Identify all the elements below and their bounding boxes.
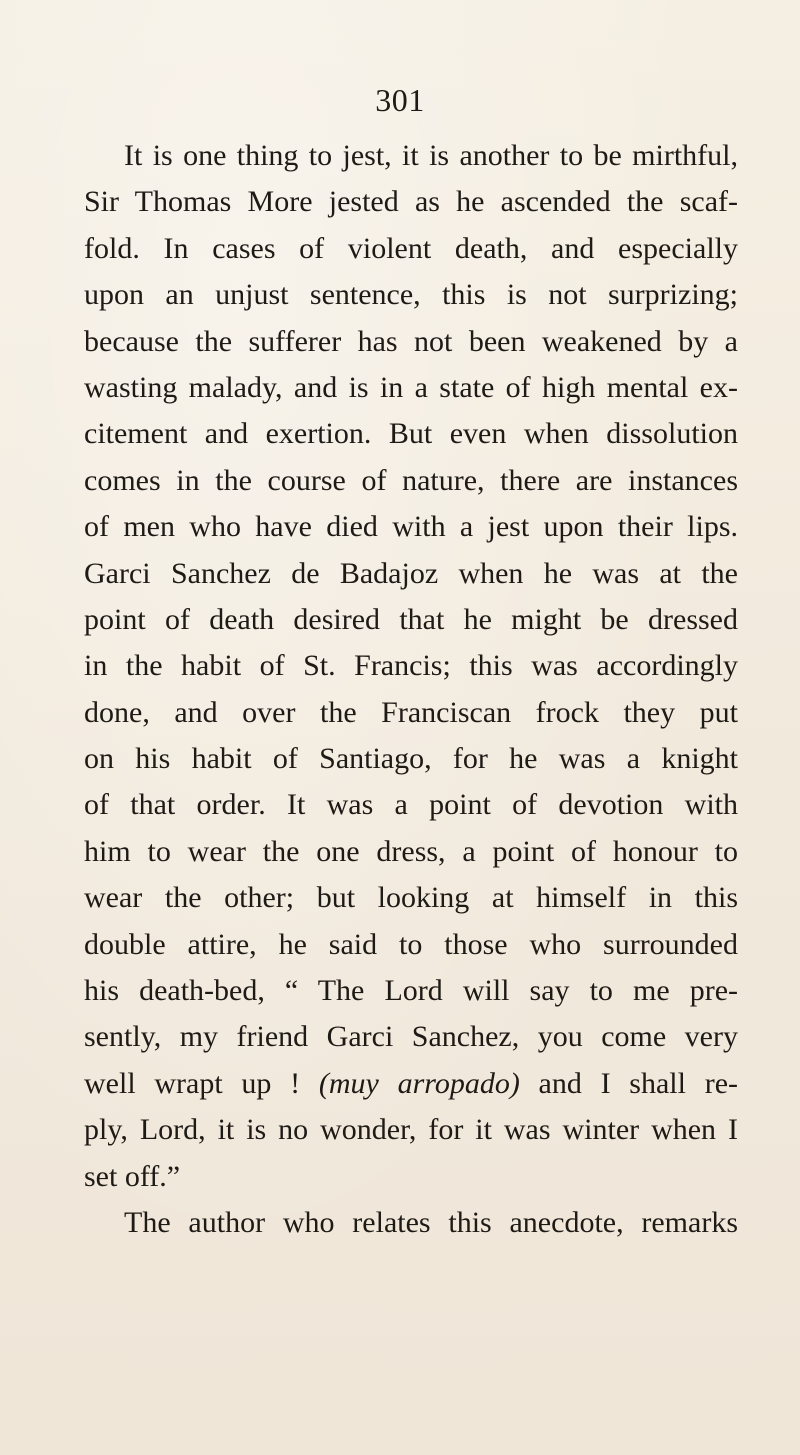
text-line: of men who have died with a jest upon their lips.	[84, 510, 738, 544]
text-line: fold. In cases of violent death, and especially	[84, 231, 738, 265]
text-line: upon an unjust sentence, this is not surprizing;	[84, 278, 738, 312]
italic-phrase: (muy arropado)	[318, 1066, 520, 1100]
text-line: him to wear the one dress, a point of honour to	[84, 834, 738, 868]
page-number: 301	[375, 82, 425, 118]
text-line	[84, 1061, 738, 1107]
text-line: on his habit of Santiago, for he was a knight	[84, 742, 738, 776]
text-line: his death-bed, “ The Lord will say to me pre-	[84, 974, 738, 1008]
text-segment: and I shall re-	[519, 1066, 738, 1100]
text-line: because the sufferer has not been weakened by a	[84, 324, 738, 358]
text-line: wasting malady, and is in a state of high mental ex-	[84, 370, 738, 404]
text-line: comes in the course of nature, there are instances	[84, 463, 738, 497]
text-line: ply, Lord, it is no wonder, for it was winter when I	[84, 1113, 738, 1147]
text-line: set off.”	[84, 1159, 181, 1193]
text-line: done, and over the Franciscan frock they put	[84, 695, 738, 729]
text-line: of that order. It was a point of devotion with	[84, 788, 738, 822]
text-line: It is one thing to jest, it is another to be mirthful,	[124, 139, 738, 172]
text-line: sently, my friend Garci Sanchez, you come very	[84, 1020, 738, 1054]
text-line: point of death desired that he might be dressed	[84, 602, 738, 636]
text-line: wear the other; but looking at himself in this	[84, 881, 738, 915]
text-segment: well wrapt up !	[84, 1066, 319, 1100]
text-line: The author who relates this anecdote, remarks	[124, 1205, 738, 1239]
text-line: citement and exertion. But even when dissolution	[84, 417, 738, 451]
text-line: Garci Sanchez de Badajoz when he was at the	[84, 556, 738, 590]
body-text	[84, 133, 738, 1246]
text-line: in the habit of St. Francis; this was accordingly	[84, 649, 738, 683]
text-line: double attire, he said to those who surrounded	[84, 927, 738, 961]
text-line: Sir Thomas More jested as he ascended the scaf-	[84, 185, 738, 219]
